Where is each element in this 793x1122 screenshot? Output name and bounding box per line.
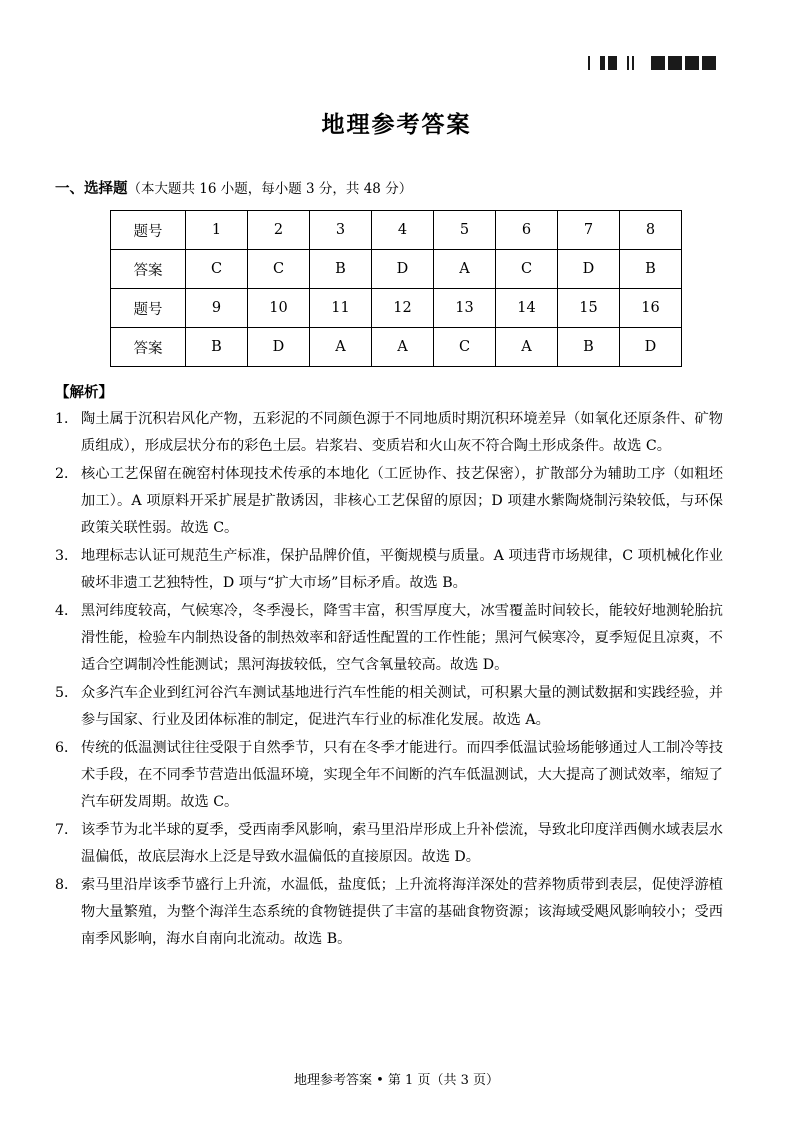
question-number: 13 bbox=[434, 289, 496, 328]
item-number: 5． bbox=[55, 685, 79, 701]
question-number: 3 bbox=[310, 211, 372, 250]
list-item bbox=[55, 872, 723, 953]
answer-cell: D bbox=[372, 250, 434, 289]
row-label-question: 题号 bbox=[111, 211, 186, 250]
table-row bbox=[111, 211, 682, 250]
item-text: 该季节为北半球的夏季，受西南季风影响，索马里沿岸形成上升补偿流，导致北印度洋西侧水域表层水温偏低，故底层海水上泛是导致水温偏低的直接原因。故选 D。 bbox=[81, 822, 723, 865]
section-heading-main: 一、选择题 bbox=[55, 180, 128, 197]
table-row bbox=[111, 328, 682, 367]
list-item bbox=[55, 543, 723, 597]
question-number: 15 bbox=[558, 289, 620, 328]
list-item bbox=[55, 817, 723, 871]
answer-cell: D bbox=[558, 250, 620, 289]
list-item bbox=[55, 735, 723, 816]
analysis-list bbox=[0, 406, 793, 953]
question-number: 5 bbox=[434, 211, 496, 250]
question-number: 10 bbox=[248, 289, 310, 328]
question-number: 11 bbox=[310, 289, 372, 328]
item-number: 8． bbox=[55, 877, 79, 893]
answer-cell: A bbox=[496, 328, 558, 367]
list-item bbox=[55, 406, 723, 460]
item-text: 众多汽车企业到红河谷汽车测试基地进行汽车性能的相关测试，可积累大量的测试数据和实践经验，并参与国家、行业及团体标准的制定，促进汽车行业的标准化发展。故选 A。 bbox=[81, 685, 723, 728]
item-number: 2． bbox=[55, 466, 79, 482]
item-text: 核心工艺保留在碗窑村体现技术传承的本地化（工匠协作、技艺保密），扩散部分为辅助工序（如粗坯加工）。A 项原料开采扩展是扩散诱因，非核心工艺保留的原因；D 项建水紫陶烧制污染较低，与环保政策关联性弱。故选 C。 bbox=[81, 466, 723, 536]
answer-cell: D bbox=[620, 328, 682, 367]
list-item bbox=[55, 461, 723, 542]
answer-cell: B bbox=[186, 328, 248, 367]
item-number: 1． bbox=[55, 411, 79, 427]
answer-cell: B bbox=[310, 250, 372, 289]
item-text: 黑河纬度较高，气候寒冷，冬季漫长，降雪丰富，积雪厚度大，冰雪覆盖时间较长，能较好地测轮胎抗滑性能，检验车内制热设备的制热效率和舒适性配置的工作性能；黑河气候寒冷，夏季短促且凉爽，不适合空调制冷性能测试；黑河海拔较低，空气含氧量较高。故选 D。 bbox=[81, 603, 723, 673]
item-text: 陶土属于沉积岩风化产物，五彩泥的不同颜色源于不同地质时期沉积环境差异（如氧化还原条件、矿物质组成），形成层状分布的彩色土层。岩浆岩、变质岩和火山灰不符合陶土形成条件。故选 C。 bbox=[81, 411, 723, 454]
answer-table bbox=[110, 210, 682, 367]
row-label-answer: 答案 bbox=[111, 328, 186, 367]
question-number: 2 bbox=[248, 211, 310, 250]
answer-cell: B bbox=[558, 328, 620, 367]
answer-cell: B bbox=[620, 250, 682, 289]
answer-cell: C bbox=[248, 250, 310, 289]
table-row bbox=[111, 289, 682, 328]
item-text: 传统的低温测试往往受限于自然季节，只有在冬季才能进行。而四季低温试验场能够通过人工制冷等技术手段，在不同季节营造出低温环境，实现全年不间断的汽车低温测试，大大提高了测试效率，缩短了汽车研发周期。故选 C。 bbox=[81, 740, 723, 810]
question-number: 7 bbox=[558, 211, 620, 250]
list-item bbox=[55, 598, 723, 679]
item-number: 3． bbox=[55, 548, 79, 564]
question-number: 12 bbox=[372, 289, 434, 328]
answer-cell: C bbox=[434, 328, 496, 367]
question-number: 6 bbox=[496, 211, 558, 250]
item-number: 4． bbox=[55, 603, 79, 619]
item-text: 索马里沿岸该季节盛行上升流，水温低，盐度低；上升流将海洋深处的营养物质带到表层，促使浮游植物大量繁殖，为整个海洋生态系统的食物链提供了丰富的基础食物资源；该海域受飓风影响较小；受西南季风影响，海水自南向北流动。故选 B。 bbox=[81, 877, 723, 947]
question-number: 8 bbox=[620, 211, 682, 250]
question-number: 9 bbox=[186, 289, 248, 328]
list-item bbox=[55, 680, 723, 734]
page-title: 地理参考答案 bbox=[321, 111, 472, 138]
analysis-label: 【解析】 bbox=[55, 384, 113, 401]
question-number: 14 bbox=[496, 289, 558, 328]
answer-cell: A bbox=[434, 250, 496, 289]
answer-cell: C bbox=[186, 250, 248, 289]
item-text: 地理标志认证可规范生产标准，保护品牌价值，平衡规模与质量。A 项违背市场规律，C 项机械化作业破坏非遗工艺独特性，D 项与“扩大市场”目标矛盾。故选 B。 bbox=[81, 548, 723, 591]
section-heading-sub: （本大题共 16 小题，每小题 3 分，共 48 分） bbox=[127, 181, 413, 197]
question-number: 16 bbox=[620, 289, 682, 328]
answer-cell: A bbox=[372, 328, 434, 367]
question-number: 4 bbox=[372, 211, 434, 250]
section-heading bbox=[0, 177, 793, 198]
answer-cell: D bbox=[248, 328, 310, 367]
item-number: 7． bbox=[55, 822, 79, 838]
page-footer: 地理参考答案 • 第 1 页（共 3 页） bbox=[293, 1073, 499, 1088]
row-label-question: 题号 bbox=[111, 289, 186, 328]
barcode-graphic bbox=[588, 48, 719, 70]
table-row bbox=[111, 250, 682, 289]
answer-cell: A bbox=[310, 328, 372, 367]
answer-cell: C bbox=[496, 250, 558, 289]
item-number: 6． bbox=[55, 740, 79, 756]
question-number: 1 bbox=[186, 211, 248, 250]
row-label-answer: 答案 bbox=[111, 250, 186, 289]
